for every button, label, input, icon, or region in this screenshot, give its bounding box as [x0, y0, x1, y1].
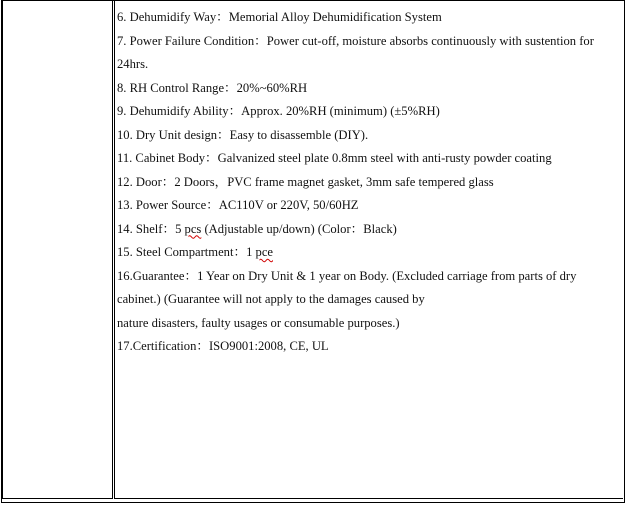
spec-item-cabinet-body: 11. Cabinet Body：Galvanized steel plate 0.8mm steel with anti-rusty powder coating	[117, 151, 552, 165]
shelf-text-after: (Adjustable up/down) (Color：Black)	[201, 221, 397, 236]
spec-item-compartment	[117, 241, 617, 265]
spec-item-power-source: 13. Power Source：AC110V or 220V, 50/60HZ	[117, 198, 359, 212]
spec-item-guarantee-cont: nature disasters, faulty usages or consumable purposes.)	[117, 315, 400, 330]
spec-item-dehumidify-way: 6. Dehumidify Way：Memorial Alloy Dehumidification System	[117, 10, 442, 24]
spellcheck-word: pcs	[184, 221, 202, 236]
spec-item-rh-range: 8. RH Control Range：20%~60%RH	[117, 80, 308, 95]
spec-item-dry-unit: 10. Dry Unit design：Easy to disassemble (DIY).	[117, 127, 369, 142]
compartment-text-before: 15. Steel Compartment：1	[117, 245, 256, 259]
spec-item-shelf	[117, 218, 617, 242]
spec-item-guarantee: 16.Guarantee：1 Year on Dry Unit & 1 year on Body. (Excluded carriage from parts of dry cabinet.) (Guarantee will not apply to the damages caused by	[117, 268, 577, 306]
spec-list	[117, 6, 617, 359]
spec-item-power-failure: 7. Power Failure Condition：Power cut-off, moisture absorbs continuously with sustention for 24hrs.	[117, 33, 594, 71]
spec-item-door: 12. Door：2 Doors，PVC frame magnet gasket, 3mm safe tempered glass	[117, 174, 494, 189]
spec-item-certification: 17.Certification：ISO9001:2008, CE, UL	[117, 339, 329, 353]
spec-item-dehumidify-ability: 9. Dehumidify Ability：Approx. 20%RH (minimum) (±5%RH)	[117, 104, 440, 118]
table-left-cell	[2, 0, 113, 499]
shelf-text-before: 14. Shelf：5	[117, 221, 185, 236]
spellcheck-word: pce	[255, 245, 273, 259]
